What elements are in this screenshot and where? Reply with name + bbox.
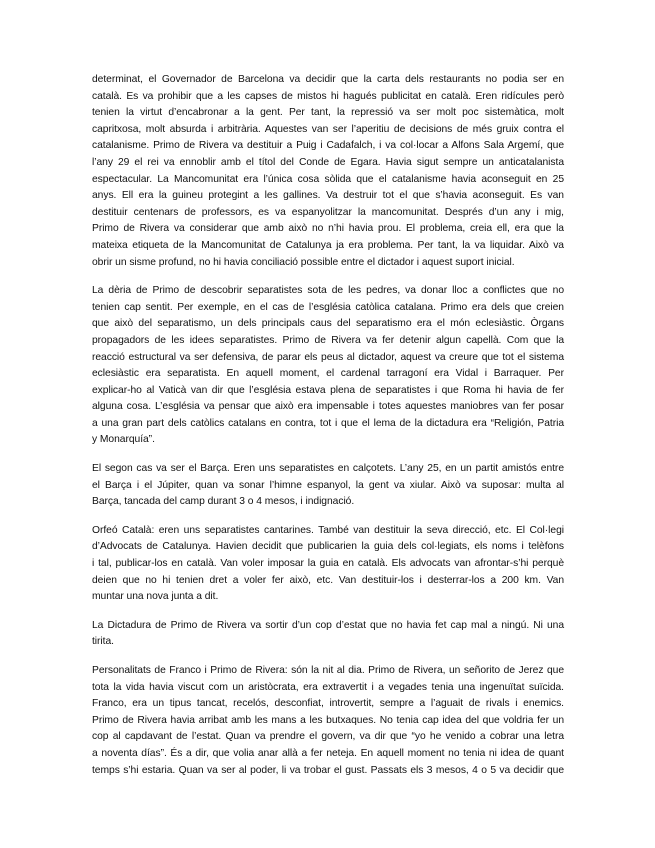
text-line: propagadors de les idees separatistes. Primo de Rivera va fer detenir algun capellà. Com que la xyxy=(92,334,564,346)
text-line: mateixa etiqueta de la Mancomunitat de Catalunya ja era problema. Per tant, la va liquidar. Això va xyxy=(92,239,564,251)
text-line: explicar-ho al Vaticà van dir que l’església estava plena de separatistes i que Roma hi havia de fer xyxy=(92,384,564,396)
text-line: espectacular. La Mancomunitat era l’única cosa sòlida que el catalanisme havia aconseguit en 25 xyxy=(92,173,564,185)
text-line: l’any 29 el rei va ennoblir amb el títol del Conde de Egara. Havia sigut sempre un anticatalanista xyxy=(92,156,564,168)
text-line: catalanisme. Primo de Rivera va destituir a Puig i Cadafalch, i va col·locar a Alfons Sala Argemí, que xyxy=(92,140,564,152)
paragraph xyxy=(92,283,564,449)
text-line: temps s’hi estaria. Quan va ser al poder, li va trobar el gust. Passats els 3 mesos, 4 o 5 va decidir que xyxy=(92,764,564,776)
text-line: cop al capdavant de l’estat. Quan va prendre el govern, va dir que “yo he venido a cobrar una letra xyxy=(92,731,564,743)
text-line: Franco, era un tipus tancat, recelós, desconfiat, introvertit, sempre a l’aguait de rivals i enemics. xyxy=(92,698,564,710)
text-line: La Dictadura de Primo de Rivera va sortir d’un cop d’estat que no havia fet cap mal a ningú. Ni una xyxy=(92,619,564,631)
text-line: Barça, tancada del camp durant 3 o 4 mesos, i indignació. xyxy=(92,496,355,508)
text-line: tenien cap sentit. Per exemple, en el cas de l’església catòlica catalana. Primo era dels que creien xyxy=(92,301,564,313)
text-line: Orfeó Català: eren uns separatistes cantarines. També van destituir la seva direcció, etc. El Col·legi xyxy=(92,524,564,536)
text-line: eclesiàstic era separatista. En aquell moment, el cardenal tarragoní era Vidal i Barraquer. Per xyxy=(92,368,564,380)
text-line: d’Advocats de Catalunya. Havien decidit que publicarien la guia dels col·legiats, els noms i telèfons xyxy=(92,541,564,553)
text-line: tirita. xyxy=(92,636,114,648)
text-line: deien que no hi tenien dret a voler fer això, etc. Van destituir-los i desterrar-los a 200 km. Van xyxy=(92,574,564,586)
text-line: El segon cas va ser el Barça. Eren uns separatistes en calçotets. L’any 25, en un partit amistós entre xyxy=(92,463,564,475)
text-line: tota la vida havia viscut com un aristòcrata, era extravertit i a vegades tenia una ingenuïtat suïcida. xyxy=(92,681,564,693)
text-line: a una gran part dels catòlics catalans en contra, tot i que el lema de la dictadura era “Religión, Patria xyxy=(92,417,564,429)
text-line: destituir centenars de professors, es va espanyolitzar la mancomunitat. Després d’un any i mig, xyxy=(92,206,564,218)
paragraph xyxy=(92,663,564,779)
text-line: determinat, el Governador de Barcelona va decidir que la carta dels restaurants no podia ser en xyxy=(92,74,564,85)
text-line: Personalitats de Franco i Primo de Rivera: són la nit al dia. Primo de Rivera, un señorito de Jerez que xyxy=(92,665,564,676)
document-page xyxy=(92,72,564,791)
text-line: i tal, publicar-los en català. Van voler imposar la guia en català. Els advocats van afrontar-s’hi perquè xyxy=(92,558,564,570)
paragraph xyxy=(92,523,564,606)
text-line: Primo de Rivera havia arribat amb les mans a les butxaques. No tenia cap idea del que voldria fer un xyxy=(92,714,564,726)
text-line: el Barça i el Júpiter, quan va sonar l’himne espanyol, la gent va xiular. Això va suposar: multa al xyxy=(92,479,564,491)
text-line: anys. Ell era la guineu protegint a les gallines. Va destruir tot el que s’havia aconseguit. Es van xyxy=(92,190,564,202)
text-line: alguna cosa. L’església va pensar que això era impensable i totes aquestes maniobres van fer posar xyxy=(92,401,564,413)
text-line: Primo de Rivera va considerar que amb això no n’hi havia prou. El problema, creia ell, era que la xyxy=(92,223,564,235)
text-line: reacció estructural va ser defensiva, de parar els peus al dictador, aquest va creure que tot el sistema xyxy=(92,351,564,363)
paragraph xyxy=(92,72,564,271)
text-line: tenien la virtut d’encabronar a la gent. Per tant, la repressió va ser molt poc sistemàtica, molt xyxy=(92,107,564,119)
text-line: català. Es va prohibir que a les capses de mistos hi hagués publicitat en català. Eren ridícules però xyxy=(92,90,564,102)
text-line: obrir un sisme profund, no hi havia conciliació possible entre el dictador i aquest suport inicial. xyxy=(92,256,515,268)
text-line: a noventa días”. És a dir, que volia anar allà a fer neteja. En aquell moment no tenia ni idea de quant xyxy=(92,747,564,759)
text-line: capritxosa, molt absurda i arbitrària. Aquestes van ser l’aperitiu de decisions de més gruix contra el xyxy=(92,123,564,135)
text-line: y Monarquía”. xyxy=(92,434,155,446)
text-line: que això del separatismo, un dels principals caus del separatismo era el món eclesiàstic. Òrgans xyxy=(92,318,564,330)
text-line: muntar una nova junta a dit. xyxy=(92,591,219,603)
text-line: La dèria de Primo de descobrir separatistes sota de les pedres, va donar lloc a conflictes que no xyxy=(92,285,564,297)
paragraph xyxy=(92,618,564,651)
paragraph xyxy=(92,461,564,511)
